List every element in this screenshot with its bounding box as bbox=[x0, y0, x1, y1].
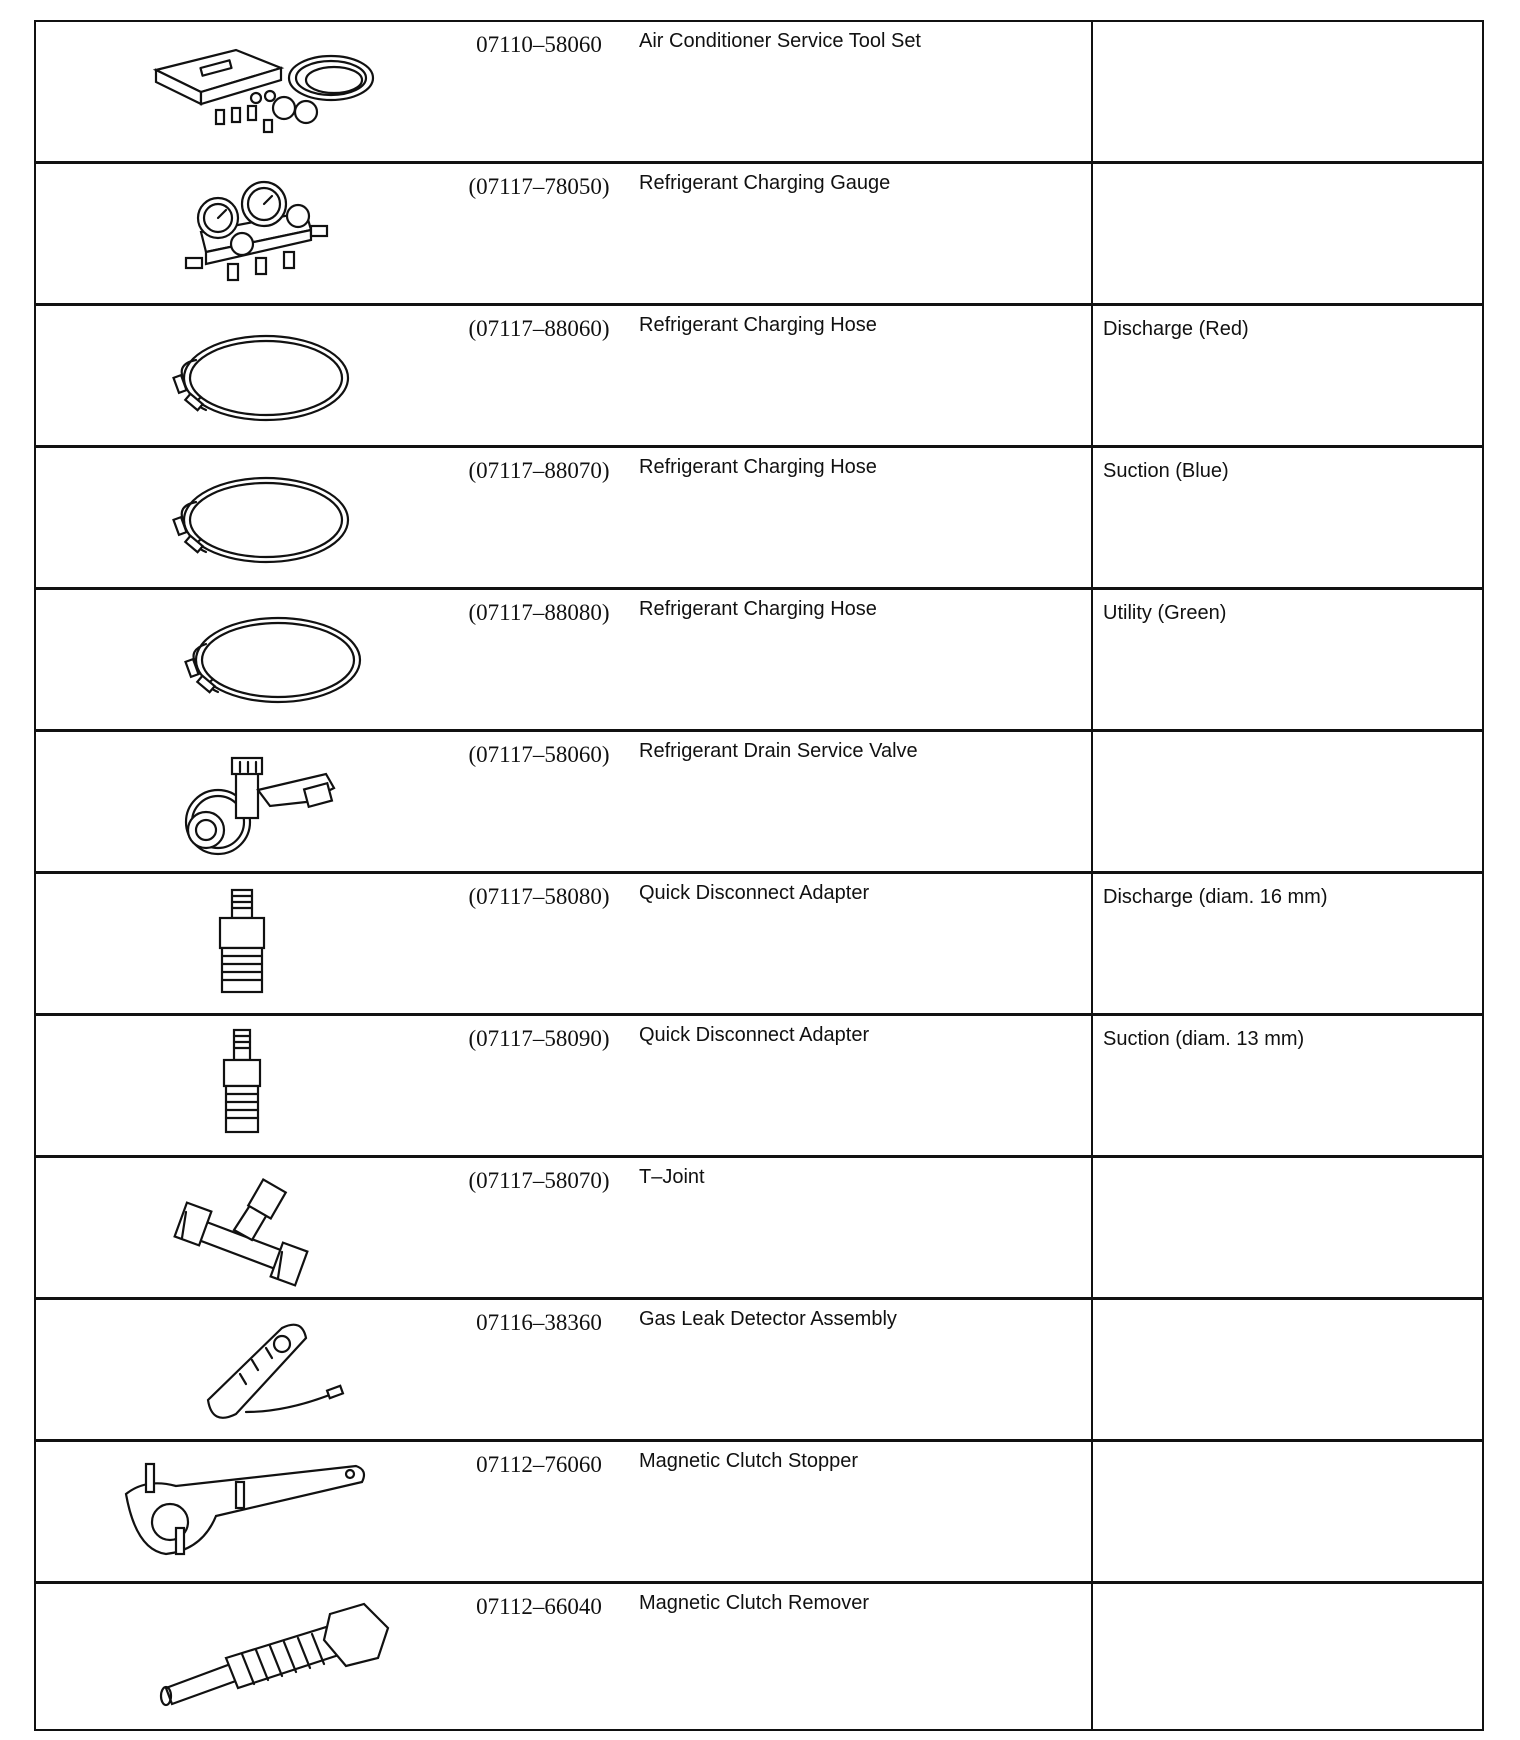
tool-cell bbox=[36, 22, 1093, 161]
part-number: 07112–66040 bbox=[476, 1594, 602, 1619]
tool-description: Quick Disconnect Adapter bbox=[639, 1024, 870, 1046]
leak-detector-icon bbox=[106, 1308, 406, 1434]
charging-gauge-icon bbox=[106, 172, 406, 298]
part-number: (07117–78050) bbox=[468, 174, 610, 199]
special-tools-table bbox=[34, 20, 1484, 1731]
tool-cell bbox=[36, 732, 1093, 871]
tool-note: Utility (Green) bbox=[1103, 602, 1227, 624]
tool-cell bbox=[36, 306, 1093, 445]
tool-description: Magnetic Clutch Remover bbox=[639, 1592, 870, 1614]
part-number: (07117–58090) bbox=[468, 1026, 610, 1051]
tool-note: Suction (Blue) bbox=[1103, 460, 1229, 482]
charging-hose-icon bbox=[106, 456, 406, 582]
table-row bbox=[36, 1016, 1482, 1158]
tool-description: Air Conditioner Service Tool Set bbox=[639, 30, 921, 52]
part-number: 07110–58060 bbox=[476, 32, 602, 57]
tool-description: T–Joint bbox=[639, 1166, 705, 1188]
tool-note bbox=[1093, 1584, 1482, 1729]
tool-cell bbox=[36, 448, 1093, 587]
quick-adapter-icon bbox=[106, 882, 406, 1008]
tool-description: Refrigerant Charging Hose bbox=[639, 456, 877, 478]
tool-description: Quick Disconnect Adapter bbox=[639, 882, 870, 904]
tool-note: Discharge (Red) bbox=[1103, 318, 1249, 340]
clutch-remover-icon bbox=[106, 1592, 406, 1718]
charging-hose-icon bbox=[106, 598, 406, 724]
drain-valve-icon bbox=[106, 740, 406, 866]
tool-description: Refrigerant Charging Hose bbox=[639, 598, 877, 620]
table-row bbox=[36, 1584, 1482, 1729]
t-joint-icon bbox=[106, 1166, 406, 1292]
part-number: (07117–58070) bbox=[468, 1168, 610, 1193]
tool-cell bbox=[36, 874, 1093, 1013]
tool-note bbox=[1093, 1442, 1482, 1581]
part-number: (07117–58080) bbox=[468, 884, 610, 909]
tool-note: Discharge (diam. 16 mm) bbox=[1103, 886, 1328, 908]
tool-cell bbox=[36, 1158, 1093, 1297]
tool-description: Refrigerant Charging Gauge bbox=[639, 172, 891, 194]
table-row bbox=[36, 1300, 1482, 1442]
tool-cell bbox=[36, 1584, 1093, 1729]
tool-cell bbox=[36, 1300, 1093, 1439]
table-row bbox=[36, 590, 1482, 732]
table-row bbox=[36, 448, 1482, 590]
tool-description: Refrigerant Drain Service Valve bbox=[639, 740, 918, 762]
tool-cell bbox=[36, 164, 1093, 303]
tool-description: Gas Leak Detector Assembly bbox=[639, 1308, 897, 1330]
tool-note bbox=[1093, 1158, 1482, 1297]
table-row bbox=[36, 22, 1482, 164]
tool-description: Magnetic Clutch Stopper bbox=[639, 1450, 859, 1472]
part-number: 07116–38360 bbox=[476, 1310, 602, 1335]
tool-cell bbox=[36, 1442, 1093, 1581]
tool-note bbox=[1093, 22, 1482, 161]
service-tool-set-icon bbox=[106, 30, 406, 156]
tool-note bbox=[1093, 164, 1482, 303]
tool-cell bbox=[36, 1016, 1093, 1155]
tool-description: Refrigerant Charging Hose bbox=[639, 314, 877, 336]
table-row bbox=[36, 1158, 1482, 1300]
table-row bbox=[36, 1442, 1482, 1584]
charging-hose-icon bbox=[106, 314, 406, 440]
clutch-stopper-icon bbox=[106, 1450, 406, 1576]
table-row bbox=[36, 874, 1482, 1016]
part-number: (07117–88070) bbox=[468, 458, 610, 483]
table-row bbox=[36, 306, 1482, 448]
part-number: (07117–88060) bbox=[468, 316, 610, 341]
quick-adapter-small-icon bbox=[106, 1024, 406, 1150]
tool-note bbox=[1093, 732, 1482, 871]
tool-note bbox=[1093, 1300, 1482, 1439]
part-number: (07117–58060) bbox=[468, 742, 610, 767]
part-number: (07117–88080) bbox=[468, 600, 610, 625]
table-row bbox=[36, 164, 1482, 306]
table-row bbox=[36, 732, 1482, 874]
tool-cell bbox=[36, 590, 1093, 729]
tool-note: Suction (diam. 13 mm) bbox=[1103, 1028, 1305, 1050]
part-number: 07112–76060 bbox=[476, 1452, 602, 1477]
